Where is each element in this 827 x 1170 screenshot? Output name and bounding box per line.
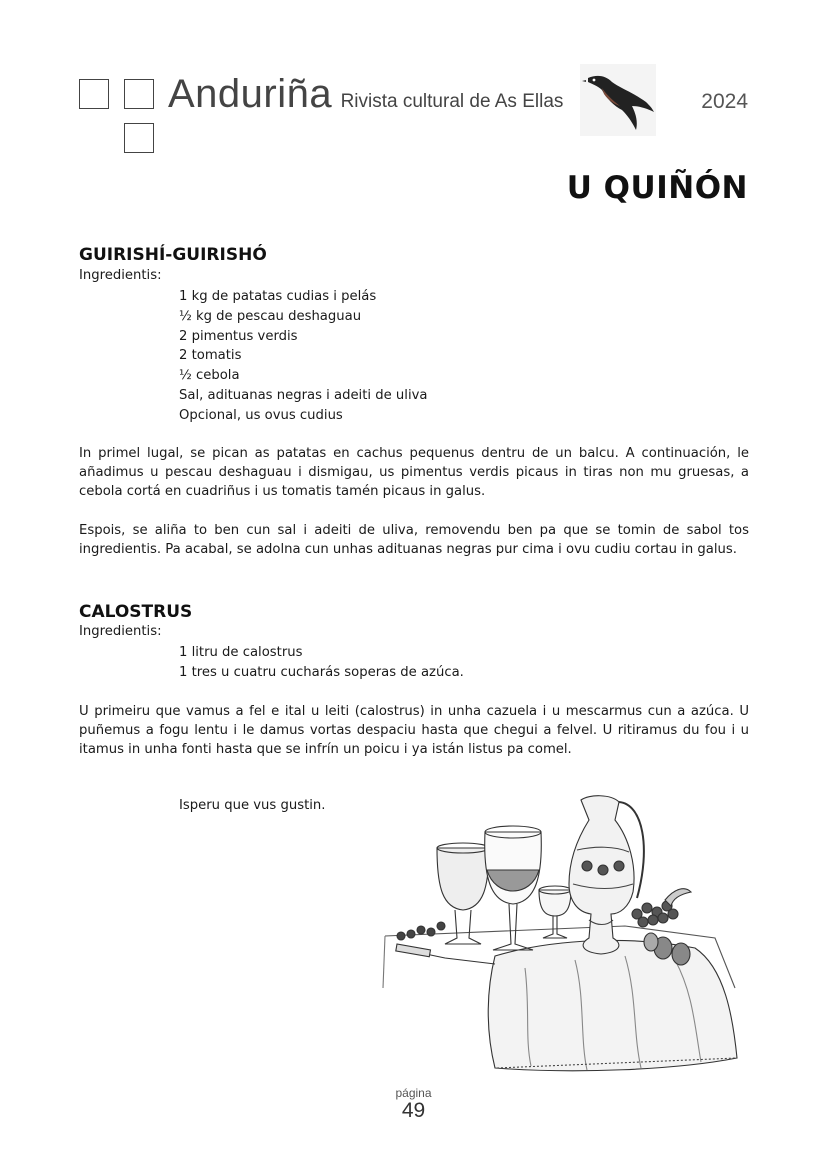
ingredients-list: [179, 643, 464, 683]
list-item: 1 litru de calostrus: [179, 645, 303, 660]
recipe-paragraph: U primeiru que vamus a fel e ital u leiti (calostrus) in unha cazuela i u mescarmus cun a azúca. U puñemus a fogu lentu i le damus vortas despaciu hasta que chegui a felvel. U ritiramus du fou i u itamus in unha fonti hasta que se infrín un poicu i ya istán listus pa comel.: [79, 704, 749, 758]
ingredients-list: [179, 287, 428, 426]
magazine-subtitle: Rivista cultural de As Ellas: [340, 91, 564, 112]
page-number: 49: [401, 1099, 426, 1122]
list-item: 2 pimentus verdis: [179, 328, 298, 344]
magazine-name: Anduriña: [168, 72, 333, 116]
recipe-paragraph: In primel lugal, se pican as patatas en cachus pequenus dentru de un balcu. A continuación, le añadimus u pescau deshaguau i dismigau, us pimentus verdis picaus in tiras non mu gruesas, a cebola cortá en cuadriñus i us tomatis tamén picaus in galus.: [79, 446, 749, 500]
header-square-1: [79, 79, 109, 109]
list-item: 1 kg de patatas cudias i pelás: [179, 289, 377, 304]
recipe-paragraph: Espois, se aliña to ben cun sal i adeiti de uliva, removendu ben pa que se tomin de sabol tos ingredientis. Pa acabal, se adolna cun unhas adituanas negras pur cima i ovu cudiu cortau in galus.: [79, 523, 749, 558]
list-item: 2 tomatis: [179, 348, 242, 364]
issue-year: 2024: [701, 90, 748, 113]
header-square-2: [124, 79, 154, 109]
ingredients-label: Ingredientis:: [79, 268, 162, 283]
list-item: Opcional, us ovus cudius: [179, 407, 343, 423]
recipe-title: CALOSTRUS: [79, 602, 193, 622]
section-title: U QUIÑÓN: [566, 170, 748, 206]
list-item: 1 tres u cuatru cucharás soperas de azúca.: [179, 664, 464, 680]
list-item: ½ kg de pescau deshaguau: [179, 308, 362, 324]
swallow-icon: [580, 64, 656, 136]
magazine-masthead: [168, 72, 563, 117]
recipe-title: GUIRISHÍ-GUIRISHÓ: [79, 245, 267, 265]
still-life-illustration: [375, 788, 745, 1078]
list-item: ½ cebola: [179, 368, 240, 384]
page-label: página: [395, 1086, 432, 1100]
closing-text: Isperu que vus gustin.: [179, 798, 326, 813]
ingredients-label: Ingredientis:: [79, 624, 162, 639]
list-item: Sal, adituanas negras i adeiti de uliva: [179, 387, 428, 403]
header-square-3: [124, 123, 154, 153]
